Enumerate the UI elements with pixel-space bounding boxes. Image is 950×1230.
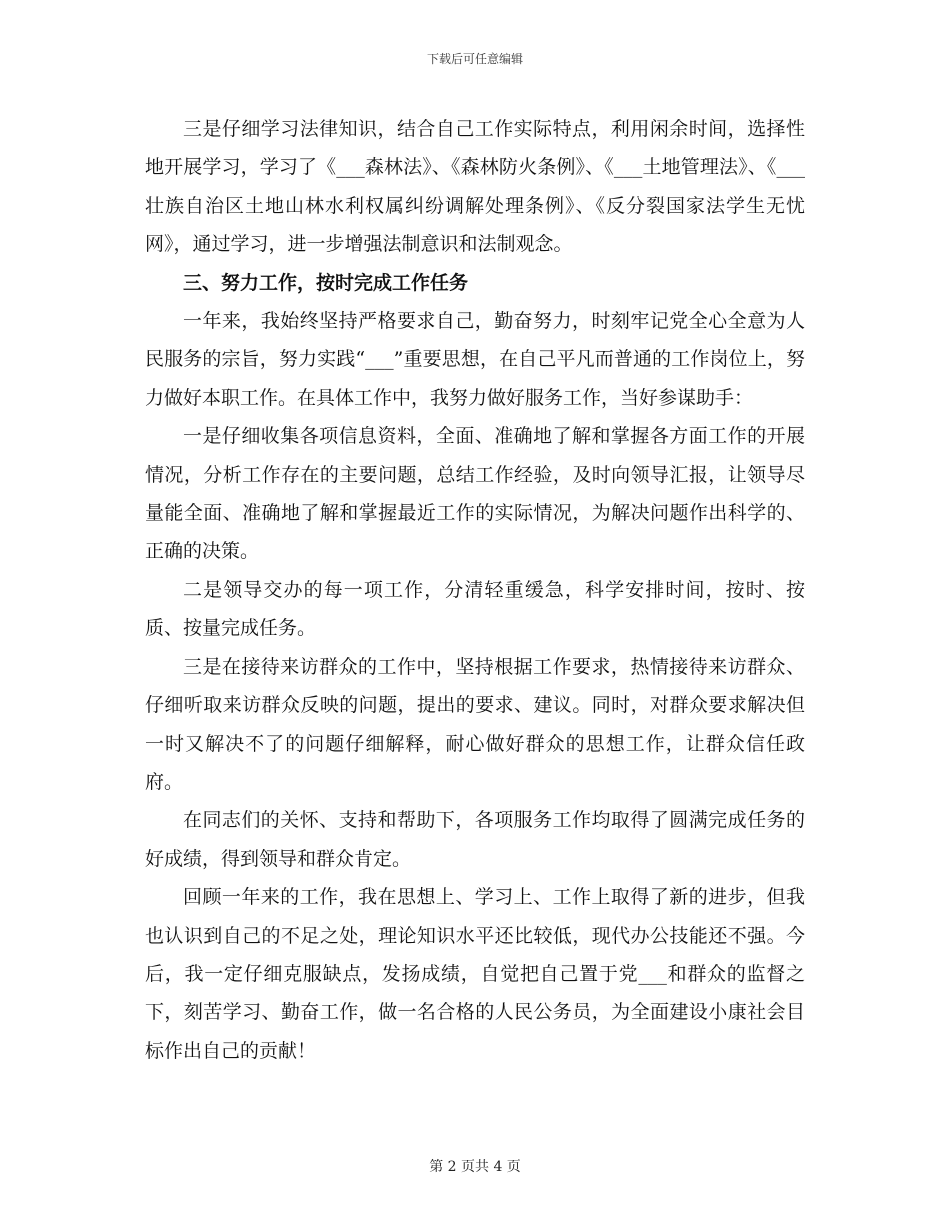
paragraph-information-collection: 一是仔细收集各项信息资料，全面、准确地了解和掌握各方面工作的开展情况，分析工作存在的主要问题，总结工作经验，及时向领导汇报，让领导尽量能全面、准确地了解和掌握最近工作的实际情况，为解决问题作出科学的、正确的决策。 — [145, 425, 805, 563]
paragraph-review: 回顾一年来的工作，我在思想上、学习上、工作上取得了新的进步，但我也认识到自己的不足之处，理论知识水平还比较低，现代办公技能还不强。今后，我一定仔细克服缺点，发扬成绩，自觉把自己置于党___和群众的监督之下，刻苦学习、勤奋工作，做一名合格的人民公务员，为全面建设小康社会目标作出自己的贡献！ — [145, 886, 805, 1062]
paragraph-reception: 三是在接待来访群众的工作中，坚持根据工作要求，热情接待来访群众、仔细听取来访群众反映的问题，提出的要求、建议。同时，对群众要求解决但一时又解决不了的问题仔细解释，耐心做好群众的思想工作，让群众信任政府。 — [145, 655, 805, 793]
section-heading-work: 三、努力工作，按时完成工作任务 — [183, 271, 469, 294]
paragraph-achievements: 在同志们的关怀、支持和帮助下，各项服务工作均取得了圆满完成任务的好成绩，得到领导和群众肯定。 — [145, 809, 805, 870]
paragraph-law-study: 三是仔细学习法律知识，结合自己工作实际特点，利用闲余时间，选择性地开展学习，学习了《___森林法》、《森林防火条例》、《___土地管理法》、《___壮族自治区土地山林水利权属纠纷调解处理条例》、《反分裂国家法学生无忧网》，通过学习，进一步增强法制意识和法制观念。 — [145, 118, 805, 256]
paragraph-work-overview: 一年来，我始终坚持严格要求自己，勤奋努力，时刻牢记党全心全意为人民服务的宗旨，努力实践“___”重要思想，在自己平凡而普通的工作岗位上，努力做好本职工作。在具体工作中，我努力做好服务工作，当好参谋助手： — [145, 310, 805, 409]
document-body — [145, 110, 805, 1070]
page-number: 第 2 页共 4 页 — [429, 1159, 521, 1175]
page-header-note: 下载后可任意编辑 — [426, 52, 523, 66]
paragraph-assigned-tasks: 二是领导交办的每一项工作，分清轻重缓急，科学安排时间，按时、按质、按量完成任务。 — [145, 578, 805, 640]
